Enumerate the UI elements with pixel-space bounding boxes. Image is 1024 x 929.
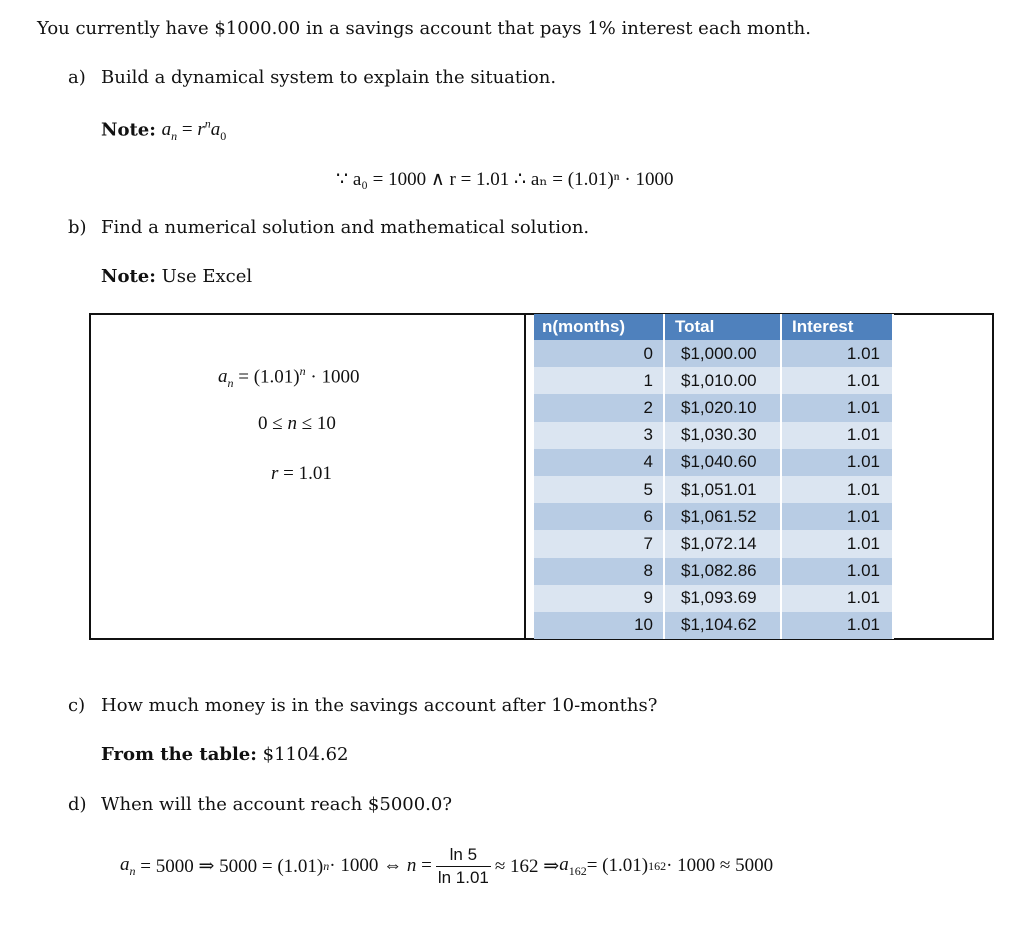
table-row — [534, 530, 893, 557]
cell-months: 7 — [534, 530, 664, 557]
part-c-answer-label: From the table: — [101, 744, 257, 765]
part-a-note-formula: $a_n = r^na_0$ — [161, 117, 227, 144]
table-row — [534, 612, 893, 639]
rate-formula: r = 1.01 — [271, 463, 332, 484]
cell-months: 10 — [534, 612, 664, 639]
cell-months: 3 — [534, 422, 664, 449]
cell-months: 8 — [534, 558, 664, 585]
ln-fraction — [436, 845, 491, 888]
cell-total: $1,061.52 — [664, 503, 781, 530]
cell-months: 5 — [534, 476, 664, 503]
table-row — [534, 449, 893, 476]
table-header-row — [534, 314, 893, 340]
part-a-marker: a) — [68, 67, 86, 88]
problem-intro: You currently have $1000.00 in a savings account that pays 1% interest each month. — [37, 18, 811, 39]
cell-total: $1,010.00 — [664, 367, 781, 394]
part-b-note-label: Note: — [101, 266, 156, 287]
part-b-note-text: Use Excel — [161, 266, 253, 287]
part-d-step-5: · 1000 ≈ 5000 — [666, 855, 774, 876]
header-total: Total — [664, 314, 781, 340]
cell-interest: 1.01 — [781, 394, 893, 421]
cell-total: $1,030.30 — [664, 422, 781, 449]
cell-total: $1,072.14 — [664, 530, 781, 557]
cell-total: $1,082.86 — [664, 558, 781, 585]
part-c-question: How much money is in the savings account after 10-months? — [101, 695, 658, 716]
cell-months: 0 — [534, 340, 664, 367]
cell-total: $1,051.01 — [664, 476, 781, 503]
part-c-answer-value: $1104.62 — [262, 744, 349, 765]
cell-interest: 1.01 — [781, 585, 893, 612]
part-d-marker: d) — [68, 794, 87, 815]
cell-interest: 1.01 — [781, 449, 893, 476]
cell-months: 9 — [534, 585, 664, 612]
cell-interest: 1.01 — [781, 367, 893, 394]
cell-interest: 1.01 — [781, 530, 893, 557]
cell-interest: 1.01 — [781, 340, 893, 367]
cell-interest: 1.01 — [781, 503, 893, 530]
cell-months: 4 — [534, 449, 664, 476]
part-d-solution: $a_n$ = 5000 ⇒ 5000 = (1.01) n · 1000 ⇔ n = $\frac{\ln 5}{\ln 1.01}$ ≈ 162 ⇒ $a_{162}$ = (1.01) 162 · 1000 ≈ 5000 — [120, 844, 774, 887]
part-a-note-label: Note: — [101, 119, 156, 141]
cell-interest: 1.01 — [781, 476, 893, 503]
part-c-marker: c) — [68, 695, 86, 716]
cell-interest: 1.01 — [781, 558, 893, 585]
part-c-answer — [101, 744, 349, 765]
domain-formula: 0 ≤ n ≤ 10 — [258, 413, 336, 434]
model-formula: $a_n = (1.01)^n \cdot 1000$ — [218, 364, 360, 391]
table-row — [534, 340, 893, 367]
part-d-step-4: = (1.01) — [586, 855, 649, 876]
fraction-denominator: ln 1.01 — [437, 867, 489, 887]
table-row — [534, 558, 893, 585]
table-row — [534, 476, 893, 503]
cell-months: 2 — [534, 394, 664, 421]
part-d-step-2: · 1000 ⇔ — [329, 855, 403, 876]
cell-interest: 1.01 — [781, 612, 893, 639]
cell-months: 1 — [534, 367, 664, 394]
header-interest: Interest — [781, 314, 893, 340]
cell-total: $1,040.60 — [664, 449, 781, 476]
excel-table — [534, 314, 894, 639]
cell-interest: 1.01 — [781, 422, 893, 449]
exponent-162: 162 — [648, 858, 667, 873]
part-a-note — [101, 117, 226, 144]
table-row — [534, 422, 893, 449]
cell-months: 6 — [534, 503, 664, 530]
table-row — [534, 585, 893, 612]
fraction-numerator: ln 5 — [436, 845, 491, 867]
part-a-question: Build a dynamical system to explain the situation. — [101, 67, 557, 88]
cell-total: $1,093.69 — [664, 585, 781, 612]
part-b-note — [101, 266, 252, 287]
part-d-step-1: = 5000 ⇒ 5000 = (1.01) — [140, 855, 324, 877]
part-d-step-3: ≈ 162 ⇒ — [494, 855, 560, 877]
header-months: n(months) — [534, 314, 664, 340]
part-a-derivation: ∵ a₀ = 1000 ∧ r = 1.01 ∴ aₙ = (1.01)ⁿ · 1000 — [336, 169, 674, 190]
table-row — [534, 394, 893, 421]
part-d-question: When will the account reach $5000.0? — [101, 794, 452, 815]
table-row — [534, 367, 893, 394]
excel-divider — [524, 313, 526, 640]
cell-total: $1,020.10 — [664, 394, 781, 421]
cell-total: $1,104.62 — [664, 612, 781, 639]
table-row — [534, 503, 893, 530]
cell-total: $1,000.00 — [664, 340, 781, 367]
part-b-question: Find a numerical solution and mathematical solution. — [101, 217, 590, 238]
part-b-marker: b) — [68, 217, 87, 238]
